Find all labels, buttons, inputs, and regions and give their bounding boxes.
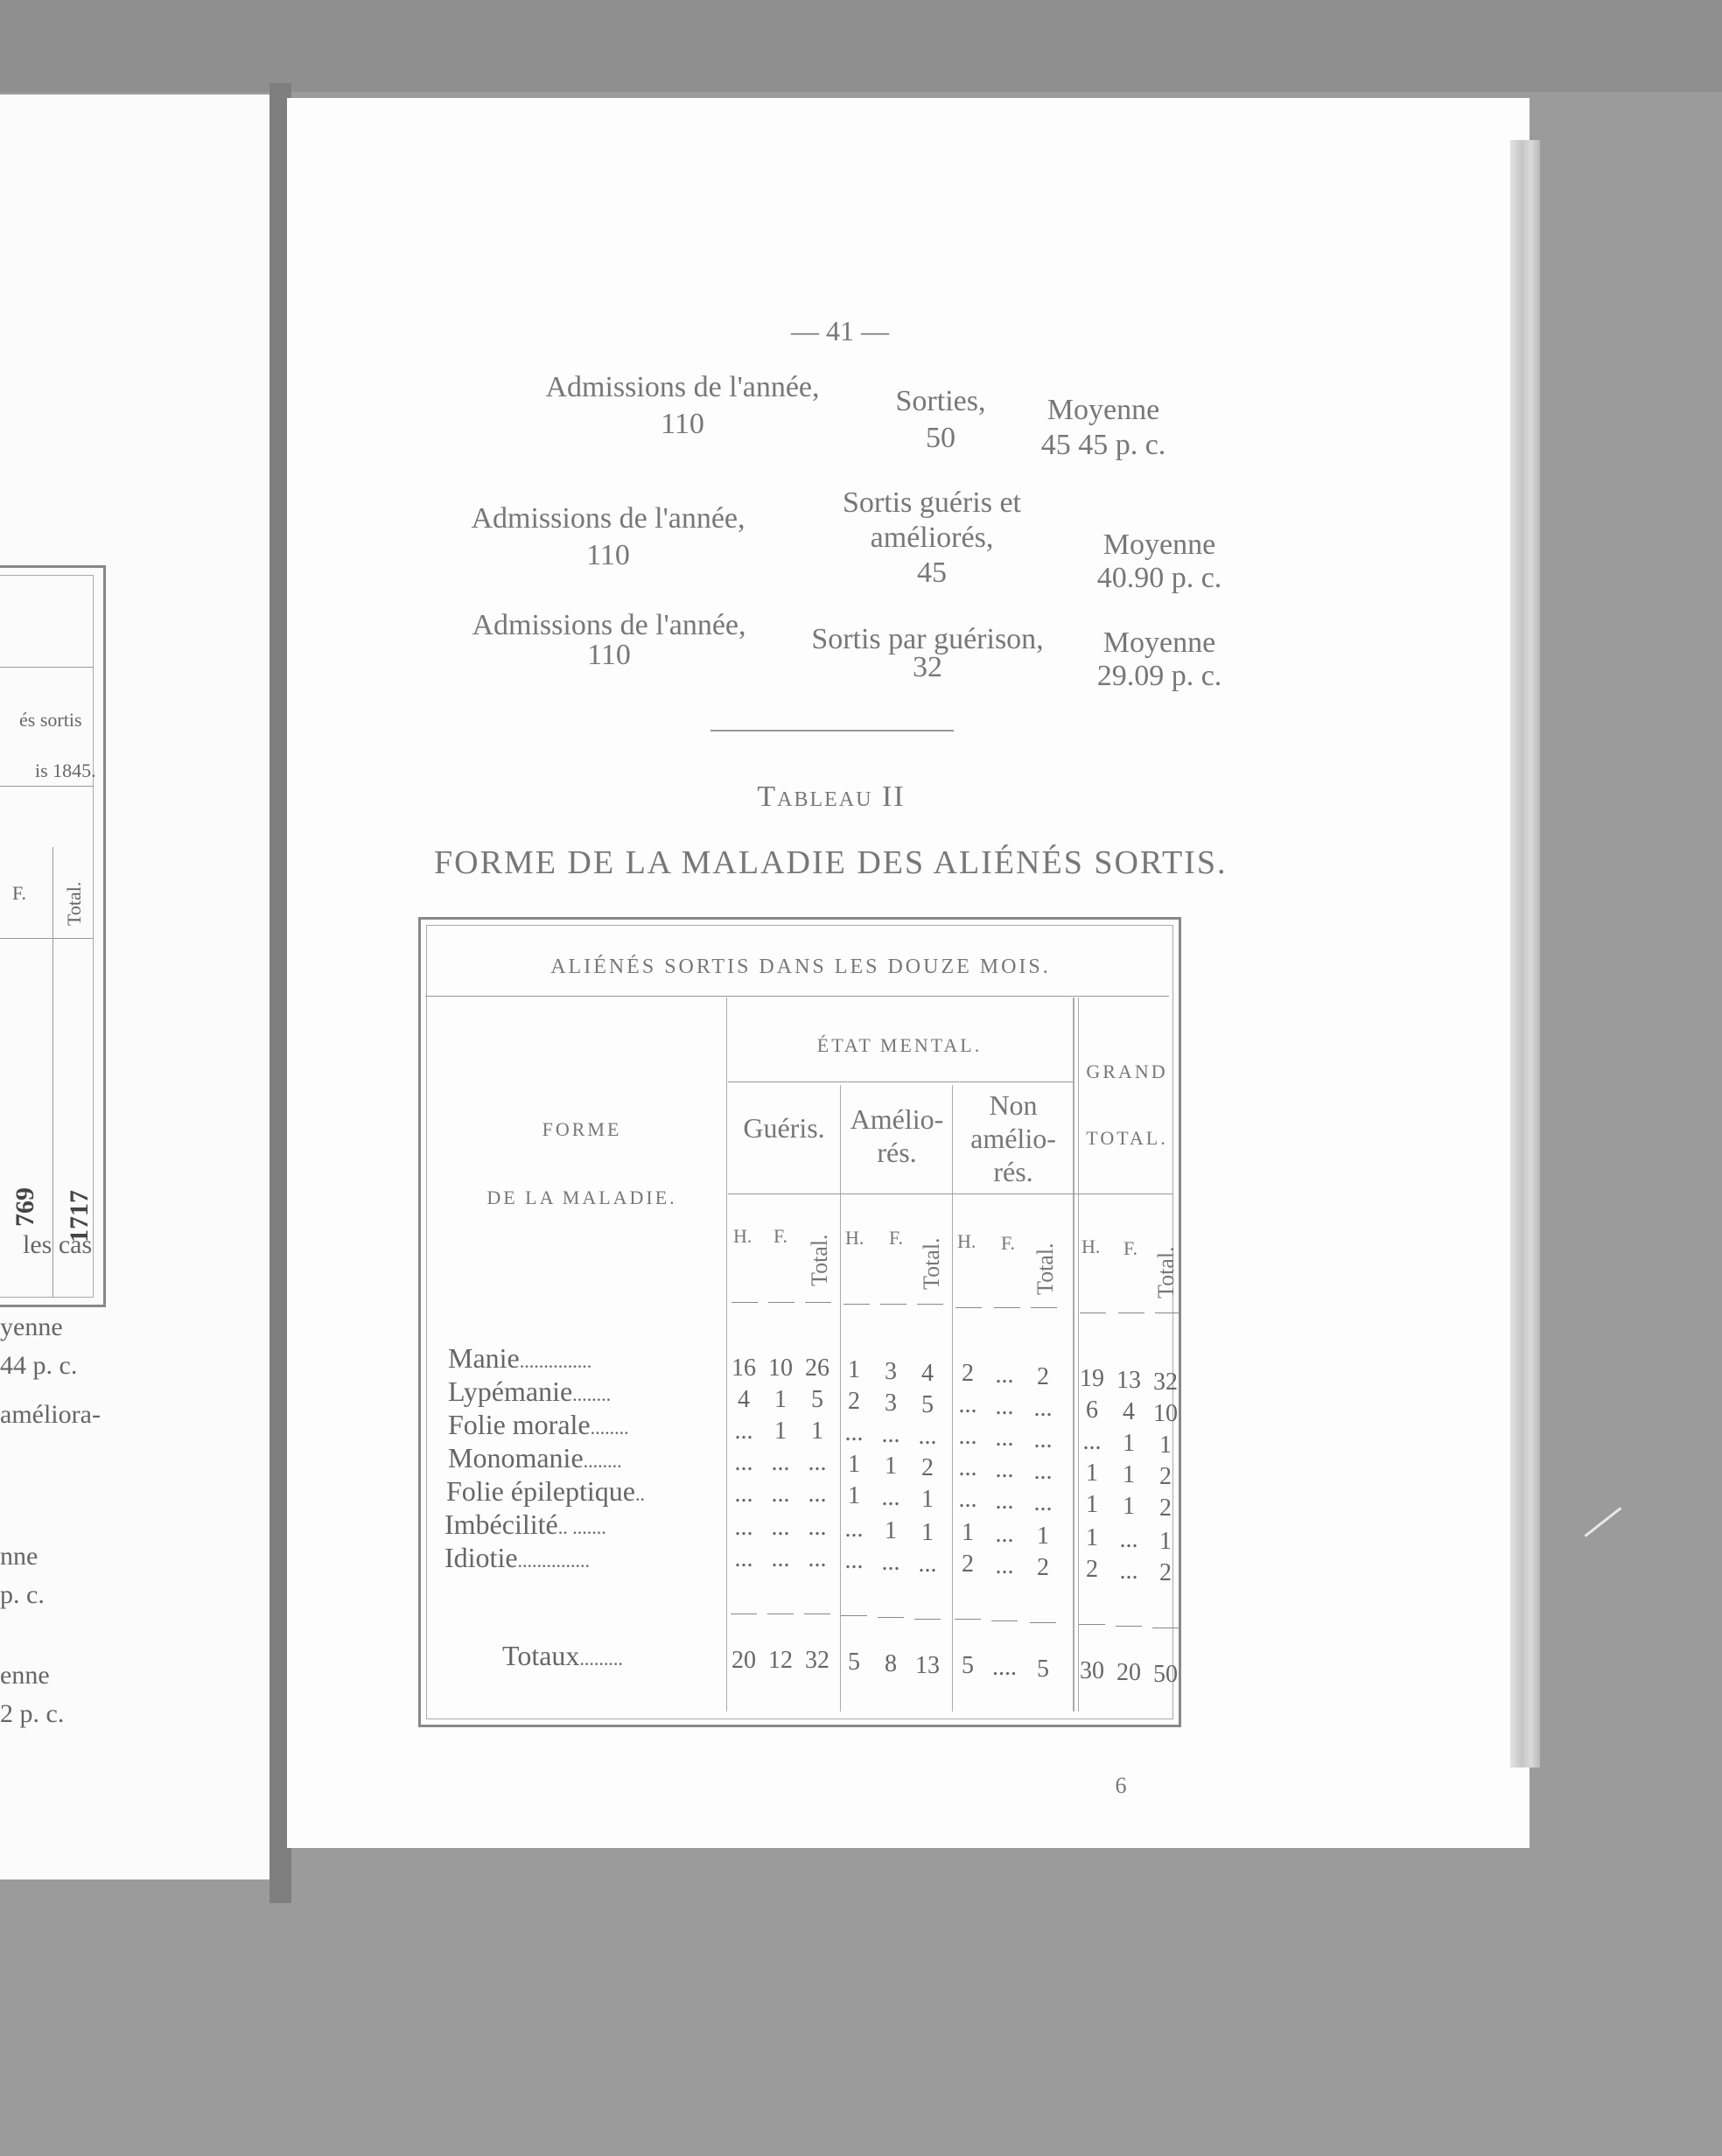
table-cell: ... bbox=[958, 1423, 977, 1450]
table-cell: ... bbox=[918, 1550, 937, 1578]
table-cell: 2 bbox=[1086, 1556, 1098, 1583]
stat3-admissions: Admissions de l'année, bbox=[472, 609, 746, 641]
signature-mark: 6 bbox=[1115, 1773, 1127, 1798]
table-cell: 5 bbox=[921, 1391, 934, 1418]
totals-dash bbox=[1030, 1622, 1056, 1623]
sub-h: H. bbox=[845, 1227, 864, 1249]
totals-cell: 32 bbox=[805, 1647, 830, 1674]
dust-mark bbox=[1585, 1507, 1622, 1536]
table-cell: ... bbox=[881, 1421, 900, 1448]
totals-cell: 5 bbox=[848, 1648, 860, 1676]
table-cell: 2 bbox=[1037, 1363, 1049, 1390]
totals-cell: 12 bbox=[768, 1647, 793, 1674]
stat3-exits-n: 32 bbox=[913, 651, 942, 683]
stat2-exits-n: 45 bbox=[917, 556, 947, 589]
row-header-1: FORME bbox=[542, 1118, 622, 1140]
group-non-ameliores-3: rés. bbox=[993, 1156, 1033, 1187]
table-cell: 1 bbox=[921, 1486, 934, 1513]
table-cell: ... bbox=[958, 1486, 977, 1513]
table-super-header: ALIÉNÉS SORTIS DANS LES DOUZE MOIS. bbox=[550, 956, 1051, 978]
totals-cell: 50 bbox=[1153, 1661, 1178, 1688]
table-cell: ... bbox=[881, 1549, 900, 1576]
stat3-avg-n: 29.09 p. c. bbox=[1096, 660, 1222, 692]
left-text-line: les cas bbox=[23, 1230, 93, 1259]
left-table-rule bbox=[0, 786, 93, 787]
table-cell: 1 bbox=[1123, 1493, 1135, 1520]
totals-label: Totaux......... bbox=[502, 1640, 623, 1671]
table-cell: 19 bbox=[1080, 1365, 1104, 1392]
table-cell: ... bbox=[995, 1552, 1014, 1579]
left-text-line: 44 p. c. bbox=[0, 1351, 78, 1380]
sub-dash bbox=[1118, 1312, 1144, 1313]
etat-mental-header: ÉTAT MENTAL. bbox=[816, 1034, 983, 1056]
sub-dash bbox=[956, 1307, 982, 1308]
table-cell: 1 bbox=[848, 1356, 860, 1383]
table-cell: 1 bbox=[848, 1482, 860, 1509]
totals-dash bbox=[1079, 1624, 1105, 1625]
sub-dash bbox=[880, 1304, 906, 1305]
table-cell: 1 bbox=[885, 1517, 897, 1544]
table-cell: ... bbox=[808, 1514, 827, 1541]
tableau-label: Tableau II bbox=[757, 780, 906, 813]
table-cell: ... bbox=[1033, 1395, 1053, 1422]
stat3-avg: Moyenne bbox=[1102, 626, 1216, 659]
totals-dash bbox=[955, 1619, 981, 1620]
row-label: Idiotie............... bbox=[444, 1542, 591, 1573]
table-cell: 1 bbox=[811, 1418, 823, 1445]
sub-dash bbox=[1031, 1307, 1057, 1308]
stat2-admissions: Admissions de l'année, bbox=[471, 502, 746, 535]
totals-cell: 13 bbox=[915, 1652, 940, 1679]
table-rule bbox=[425, 996, 1169, 997]
table-cell: 1 bbox=[1123, 1430, 1135, 1457]
table-cell: 1 bbox=[848, 1451, 860, 1478]
left-table-text-1: és sortis bbox=[19, 709, 82, 731]
table-cell: 10 bbox=[768, 1354, 793, 1382]
group-ameliores-1: Amélio- bbox=[850, 1103, 944, 1135]
row-label: Imbécilité.. ....... bbox=[444, 1508, 606, 1540]
table-cell: ... bbox=[1033, 1426, 1053, 1453]
table-cell: ... bbox=[771, 1545, 790, 1572]
left-table-inner bbox=[0, 575, 94, 1298]
table-cell: ... bbox=[918, 1423, 937, 1450]
table-cell: 2 bbox=[848, 1388, 860, 1415]
left-table-col-f: F. bbox=[12, 882, 26, 904]
table-cell: ... bbox=[734, 1480, 753, 1508]
row-label: Monomanie........ bbox=[448, 1442, 622, 1474]
table-cell: ... bbox=[1119, 1558, 1138, 1585]
table-cell: 4 bbox=[738, 1386, 750, 1413]
stat1-admissions-n: 110 bbox=[661, 408, 704, 440]
table-cell: ... bbox=[995, 1424, 1014, 1452]
totals-dash bbox=[878, 1617, 904, 1618]
table-cell: 16 bbox=[732, 1354, 756, 1382]
totals-cell: .... bbox=[992, 1654, 1017, 1681]
sub-f: F. bbox=[1001, 1232, 1015, 1254]
stat1-exits: Sorties, bbox=[895, 385, 986, 417]
table-cell: ... bbox=[958, 1454, 977, 1481]
table-cell: 2 bbox=[1159, 1463, 1172, 1490]
table-cell: 3 bbox=[885, 1358, 897, 1385]
table-cell: ... bbox=[1033, 1458, 1053, 1485]
table-cell: ... bbox=[771, 1449, 790, 1476]
left-text-line: yenne bbox=[0, 1312, 63, 1341]
left-table-col-total: Total. bbox=[63, 881, 85, 926]
table-cell: ... bbox=[844, 1516, 864, 1543]
table-cell: 2 bbox=[962, 1550, 974, 1578]
group-non-ameliores-2: amélio- bbox=[970, 1123, 1056, 1154]
table-cell: 2 bbox=[1159, 1494, 1172, 1522]
sub-total: Total. bbox=[1032, 1242, 1058, 1295]
sub-h: H. bbox=[957, 1230, 976, 1252]
table-cell: ... bbox=[734, 1545, 753, 1572]
table-cell: ... bbox=[844, 1547, 864, 1574]
table-cell: 1 bbox=[1159, 1432, 1172, 1459]
group-ameliores-2: rés. bbox=[877, 1137, 917, 1168]
sub-dash bbox=[1155, 1312, 1181, 1313]
table-cell: ... bbox=[734, 1514, 753, 1541]
table-cell: ... bbox=[1082, 1428, 1102, 1455]
totals-cell: 5 bbox=[962, 1652, 974, 1679]
stat2-exits: Sortis guéris et bbox=[843, 486, 1021, 519]
table-cell: ... bbox=[808, 1545, 827, 1572]
sub-dash bbox=[917, 1304, 943, 1305]
sub-total: Total. bbox=[807, 1234, 832, 1286]
left-text-line: enne bbox=[0, 1661, 50, 1690]
table-cell: ... bbox=[958, 1391, 977, 1418]
col-rule-grand bbox=[1073, 998, 1074, 1712]
table-cell: 3 bbox=[885, 1390, 897, 1417]
table-cell: 2 bbox=[1159, 1559, 1172, 1586]
table-cell: 26 bbox=[805, 1354, 830, 1382]
left-table-val-f: 769 bbox=[10, 1187, 39, 1227]
left-table-text-2: is 1845. bbox=[35, 760, 96, 781]
stat1-avg-n: 45 45 p. c. bbox=[1040, 429, 1166, 461]
table-cell: 1 bbox=[1037, 1522, 1049, 1550]
table-cell: ... bbox=[808, 1480, 827, 1508]
stat2-avg: Moyenne bbox=[1102, 528, 1216, 561]
totals-dash bbox=[841, 1615, 867, 1616]
page-edge bbox=[1510, 140, 1540, 1768]
col-rule-grand-inner bbox=[1078, 998, 1079, 1712]
table-cell: ... bbox=[1119, 1526, 1138, 1553]
sub-total: Total. bbox=[919, 1237, 944, 1290]
totals-cell: 8 bbox=[885, 1650, 897, 1677]
section-rule bbox=[710, 730, 954, 732]
row-label: Manie............... bbox=[448, 1342, 592, 1374]
stat2-admissions-n: 110 bbox=[586, 539, 630, 571]
sub-dash bbox=[805, 1302, 831, 1303]
left-table-rule bbox=[0, 667, 93, 668]
table-cell: 1 bbox=[885, 1452, 897, 1480]
tableau-title: FORME DE LA MALADIE DES ALIÉNÉS SORTIS. bbox=[434, 844, 1228, 881]
table-cell: 1 bbox=[774, 1418, 787, 1445]
table-cell: 4 bbox=[1123, 1398, 1135, 1425]
table-cell: 4 bbox=[921, 1360, 934, 1387]
table-cell: ... bbox=[995, 1362, 1014, 1389]
page-number: — 41 — bbox=[791, 315, 889, 346]
table-cell: 1 bbox=[1159, 1528, 1172, 1555]
row-label: Lypémanie........ bbox=[448, 1376, 612, 1407]
left-table bbox=[0, 565, 106, 1307]
left-text-line: nne bbox=[0, 1542, 38, 1571]
row-header-2: DE LA MALADIE. bbox=[486, 1186, 677, 1208]
group-non-ameliores-1: Non bbox=[989, 1089, 1038, 1121]
table-cell: ... bbox=[995, 1521, 1014, 1548]
table-cell: 1 bbox=[962, 1519, 974, 1546]
stat3-exits: Sortis par guérison, bbox=[811, 623, 1044, 655]
stat1-admissions: Admissions de l'année, bbox=[545, 371, 820, 403]
table-cell: ... bbox=[995, 1456, 1014, 1483]
row-label: Folie épileptique.. bbox=[446, 1475, 645, 1507]
stat3-admissions-n: 110 bbox=[587, 639, 631, 671]
table-cell: ... bbox=[1033, 1489, 1053, 1516]
sub-dash bbox=[844, 1304, 870, 1305]
sub-f: F. bbox=[889, 1227, 903, 1249]
sub-dash bbox=[1080, 1312, 1106, 1313]
table-cell: 32 bbox=[1153, 1368, 1178, 1396]
left-page bbox=[0, 94, 271, 1880]
totals-cell: 20 bbox=[1116, 1659, 1141, 1686]
table-cell: 1 bbox=[1086, 1460, 1098, 1487]
sub-h: H. bbox=[733, 1225, 752, 1247]
left-table-val-total: 1717 bbox=[65, 1190, 94, 1242]
background bbox=[0, 0, 1722, 92]
totals-cell: 5 bbox=[1037, 1656, 1049, 1683]
table-cell: ... bbox=[808, 1449, 827, 1476]
left-text-line: 2 p. c. bbox=[0, 1699, 65, 1728]
table-cell: 13 bbox=[1116, 1367, 1141, 1394]
table-cell: ... bbox=[771, 1480, 790, 1508]
stat1-exits-n: 50 bbox=[926, 422, 956, 454]
table-cell: ... bbox=[881, 1484, 900, 1511]
totals-cell: 20 bbox=[732, 1647, 756, 1674]
table-cell: ... bbox=[995, 1488, 1014, 1515]
grand-header: GRAND bbox=[1086, 1060, 1168, 1082]
sub-f: F. bbox=[1124, 1237, 1138, 1259]
table-cell: ... bbox=[995, 1393, 1014, 1420]
totals-dash bbox=[914, 1619, 941, 1620]
sub-dash bbox=[732, 1302, 758, 1303]
table-cell: 1 bbox=[921, 1519, 934, 1546]
table-cell: 1 bbox=[774, 1386, 787, 1413]
sub-h: H. bbox=[1082, 1236, 1101, 1257]
table-cell: 1 bbox=[1086, 1524, 1098, 1551]
total-header: TOTAL. bbox=[1086, 1127, 1168, 1149]
table-cell: ... bbox=[734, 1449, 753, 1476]
table-cell: ... bbox=[844, 1419, 864, 1446]
left-text-line: p. c. bbox=[0, 1580, 45, 1609]
table-cell: 2 bbox=[921, 1454, 934, 1481]
sub-total: Total. bbox=[1153, 1246, 1179, 1298]
row-label: Folie morale........ bbox=[448, 1409, 629, 1440]
table-cell: 1 bbox=[1123, 1461, 1135, 1488]
stat1-avg: Moyenne bbox=[1046, 394, 1160, 426]
table-cell: 6 bbox=[1086, 1396, 1098, 1424]
sub-dash bbox=[994, 1307, 1020, 1308]
totals-dash bbox=[991, 1620, 1018, 1621]
sub-f: F. bbox=[774, 1225, 788, 1247]
table-cell: 1 bbox=[1086, 1491, 1098, 1518]
sub-dash bbox=[768, 1302, 794, 1303]
stat2-exits-2: améliorés, bbox=[870, 522, 994, 554]
table-cell: ... bbox=[734, 1418, 753, 1445]
totals-cell: 30 bbox=[1080, 1657, 1104, 1684]
table-cell: 2 bbox=[1037, 1554, 1049, 1581]
group-gueris: Guéris. bbox=[743, 1112, 825, 1144]
table-cell: 5 bbox=[811, 1386, 823, 1413]
table-cell: ... bbox=[771, 1514, 790, 1541]
table-cell: 2 bbox=[962, 1360, 974, 1387]
left-table-col-rule bbox=[52, 847, 53, 1297]
left-table-rule bbox=[0, 938, 93, 939]
left-text-line: améliora- bbox=[0, 1400, 101, 1429]
stat2-avg-n: 40.90 p. c. bbox=[1096, 562, 1222, 594]
table-cell: 10 bbox=[1153, 1400, 1178, 1427]
totals-dash bbox=[1116, 1626, 1142, 1627]
